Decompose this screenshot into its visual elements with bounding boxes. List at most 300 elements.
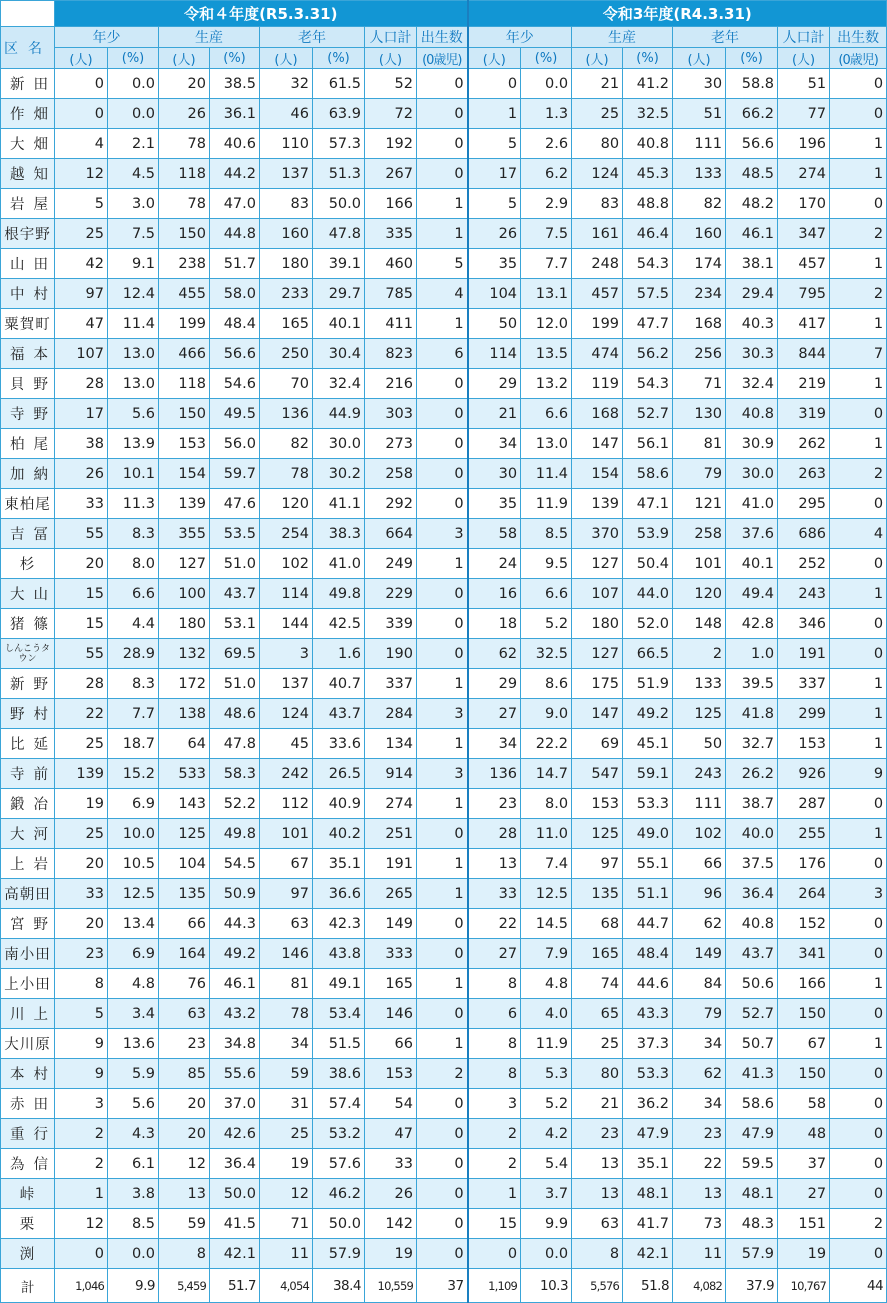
r4-elderly-count: 23 (673, 1119, 726, 1149)
r5-young-pct: 13.0 (108, 339, 159, 369)
r5-total-pop: 47 (365, 1119, 417, 1149)
r4-young-pct: 22.2 (521, 729, 572, 759)
r5-total-pop: 33 (365, 1149, 417, 1179)
r4-births: 0 (830, 609, 887, 639)
unit-births: (0歳児) (417, 48, 468, 69)
r5-young-pct: 13.0 (108, 369, 159, 399)
r4-elderly-pct: 1.0 (726, 639, 778, 669)
r5-births: 1 (417, 849, 468, 879)
r5-working-count: 85 (159, 1059, 210, 1089)
r4-total-pop: 346 (778, 609, 830, 639)
r5-elderly-count: 144 (260, 609, 313, 639)
r4-elderly-count: 148 (673, 609, 726, 639)
r5-working-pct: 43.2 (210, 999, 260, 1029)
r4-births: 0 (830, 909, 887, 939)
district-name: 大川原 (1, 1029, 55, 1059)
r4-young-pct: 11.9 (521, 489, 572, 519)
r4-working-pct: 53.3 (623, 789, 673, 819)
r5-young-pct: 3.8 (108, 1179, 159, 1209)
table-row (1, 759, 887, 789)
r5-elderly-pct: 42.3 (313, 909, 365, 939)
r4-working-pct: 45.1 (623, 729, 673, 759)
r5-young-pct: 4.8 (108, 969, 159, 999)
r5-young-count: 38 (55, 429, 108, 459)
r5-births: 0 (417, 1239, 468, 1269)
r4-elderly-pct: 59.5 (726, 1149, 778, 1179)
table-row (1, 459, 887, 489)
r4-elderly-count: 133 (673, 669, 726, 699)
r5-young-count: 4 (55, 129, 108, 159)
r5-young-pct: 4.3 (108, 1119, 159, 1149)
r4-working-count: 180 (572, 609, 623, 639)
r4-young-pct: 11.0 (521, 819, 572, 849)
r4-young-pct: 9.0 (521, 699, 572, 729)
r4-elderly-count: 168 (673, 309, 726, 339)
r4-elderly-pct: 32.4 (726, 369, 778, 399)
r5-elderly-pct: 29.7 (313, 279, 365, 309)
district-name: しんこうタウン (1, 639, 55, 669)
r5-working-count: 172 (159, 669, 210, 699)
r5-working-pct: 48.6 (210, 699, 260, 729)
r4-working-count: 80 (572, 129, 623, 159)
r4-elderly-count: 34 (673, 1029, 726, 1059)
district-name: 上岩 (1, 849, 55, 879)
r4-elderly-pct: 36.4 (726, 879, 778, 909)
table-row (1, 789, 887, 819)
r4-working-pct: 47.9 (623, 1119, 673, 1149)
r5-elderly-count: 82 (260, 429, 313, 459)
r4-working-count: 8 (572, 1239, 623, 1269)
r4-elderly-pct: 48.2 (726, 189, 778, 219)
r4-total-pop: 58 (778, 1089, 830, 1119)
r5-working-count: 138 (159, 699, 210, 729)
r4-total-pop: 263 (778, 459, 830, 489)
r4-total-pop: 252 (778, 549, 830, 579)
r5-elderly-count: 32 (260, 69, 313, 99)
r5-elderly-count: 59 (260, 1059, 313, 1089)
r5-working-pct: 44.3 (210, 909, 260, 939)
r5-elderly-count: 45 (260, 729, 313, 759)
r4-young-pct: 10.3 (521, 1269, 572, 1303)
r5-total-pop: 265 (365, 879, 417, 909)
r4-young-count: 1,109 (468, 1269, 521, 1303)
r5-working-count: 59 (159, 1209, 210, 1239)
r5-elderly-pct: 41.1 (313, 489, 365, 519)
district-name: 杉 (1, 549, 55, 579)
r4-working-count: 474 (572, 339, 623, 369)
r5-young-count: 0 (55, 69, 108, 99)
r4-young-pct: 8.0 (521, 789, 572, 819)
table-row (1, 699, 887, 729)
r5-elderly-pct: 51.5 (313, 1029, 365, 1059)
r4-young-pct: 8.5 (521, 519, 572, 549)
r5-elderly-pct: 47.8 (313, 219, 365, 249)
r5-births: 0 (417, 1149, 468, 1179)
r4-working-count: 107 (572, 579, 623, 609)
r4-young-count: 0 (468, 69, 521, 99)
table-body (1, 69, 887, 1303)
young-header-r4: 年少 (468, 27, 572, 48)
r4-working-count: 175 (572, 669, 623, 699)
r4-elderly-count: 51 (673, 99, 726, 129)
table-row (1, 1209, 887, 1239)
unit-pct: (%) (210, 48, 260, 69)
r5-working-pct: 49.8 (210, 819, 260, 849)
r4-working-pct: 54.3 (623, 369, 673, 399)
r5-elderly-pct: 40.1 (313, 309, 365, 339)
r4-elderly-count: 125 (673, 699, 726, 729)
r5-working-count: 104 (159, 849, 210, 879)
r4-elderly-pct: 40.8 (726, 909, 778, 939)
r4-working-pct: 56.2 (623, 339, 673, 369)
r5-working-count: 118 (159, 369, 210, 399)
r4-working-count: 135 (572, 879, 623, 909)
r4-working-count: 139 (572, 489, 623, 519)
total-pop-header-r4: 人口計 (778, 27, 830, 48)
r5-elderly-count: 137 (260, 159, 313, 189)
r5-working-count: 76 (159, 969, 210, 999)
r5-young-pct: 10.1 (108, 459, 159, 489)
r4-working-count: 97 (572, 849, 623, 879)
r5-total-pop: 149 (365, 909, 417, 939)
r5-working-pct: 44.8 (210, 219, 260, 249)
r5-working-pct: 56.6 (210, 339, 260, 369)
r5-total-pop: 914 (365, 759, 417, 789)
r5-working-pct: 38.5 (210, 69, 260, 99)
r4-working-pct: 49.2 (623, 699, 673, 729)
r4-births: 0 (830, 489, 887, 519)
r5-total-pop: 229 (365, 579, 417, 609)
district-name: 計 (1, 1269, 55, 1303)
r5-working-pct: 54.5 (210, 849, 260, 879)
r5-elderly-pct: 51.3 (313, 159, 365, 189)
unit-pct: (%) (521, 48, 572, 69)
r4-elderly-pct: 48.5 (726, 159, 778, 189)
r4-total-pop: 37 (778, 1149, 830, 1179)
table-row (1, 1029, 887, 1059)
unit-births: (0歳児) (830, 48, 887, 69)
r5-elderly-pct: 36.6 (313, 879, 365, 909)
r4-births: 2 (830, 1209, 887, 1239)
r5-working-count: 135 (159, 879, 210, 909)
district-name: 根宇野 (1, 219, 55, 249)
r5-working-count: 466 (159, 339, 210, 369)
r4-elderly-pct: 40.1 (726, 549, 778, 579)
r5-young-pct: 28.9 (108, 639, 159, 669)
r5-births: 0 (417, 129, 468, 159)
r5-working-pct: 69.5 (210, 639, 260, 669)
r4-working-pct: 44.7 (623, 909, 673, 939)
r4-young-count: 33 (468, 879, 521, 909)
r4-elderly-count: 13 (673, 1179, 726, 1209)
r5-young-count: 12 (55, 159, 108, 189)
r4-working-pct: 43.3 (623, 999, 673, 1029)
r5-young-count: 20 (55, 909, 108, 939)
r4-total-pop: 341 (778, 939, 830, 969)
table-row (1, 1239, 887, 1269)
r4-elderly-count: 121 (673, 489, 726, 519)
r4-elderly-count: 30 (673, 69, 726, 99)
r5-working-pct: 59.7 (210, 459, 260, 489)
r4-elderly-count: 4,082 (673, 1269, 726, 1303)
r4-total-pop: 166 (778, 969, 830, 999)
r4-young-count: 27 (468, 939, 521, 969)
district-name: 寺前 (1, 759, 55, 789)
r4-elderly-count: 243 (673, 759, 726, 789)
r5-young-pct: 13.6 (108, 1029, 159, 1059)
r4-young-count: 8 (468, 1029, 521, 1059)
r4-elderly-count: 234 (673, 279, 726, 309)
r4-elderly-pct: 41.3 (726, 1059, 778, 1089)
r5-young-pct: 4.4 (108, 609, 159, 639)
r5-elderly-pct: 26.5 (313, 759, 365, 789)
r5-young-count: 107 (55, 339, 108, 369)
r5-total-pop: 10,559 (365, 1269, 417, 1303)
r5-young-pct: 8.3 (108, 519, 159, 549)
r4-young-count: 27 (468, 699, 521, 729)
r4-total-pop: 151 (778, 1209, 830, 1239)
r4-young-count: 1 (468, 1179, 521, 1209)
r5-births: 0 (417, 609, 468, 639)
r5-elderly-count: 97 (260, 879, 313, 909)
r5-young-pct: 2.1 (108, 129, 159, 159)
r5-working-count: 118 (159, 159, 210, 189)
r4-working-count: 147 (572, 429, 623, 459)
r4-young-pct: 7.7 (521, 249, 572, 279)
r5-elderly-pct: 38.3 (313, 519, 365, 549)
r5-working-pct: 51.0 (210, 669, 260, 699)
r4-working-count: 65 (572, 999, 623, 1029)
r4-young-pct: 14.5 (521, 909, 572, 939)
r5-working-pct: 51.7 (210, 1269, 260, 1303)
table-row (1, 609, 887, 639)
r4-working-pct: 47.1 (623, 489, 673, 519)
r5-young-count: 55 (55, 639, 108, 669)
r5-young-count: 8 (55, 969, 108, 999)
district-name: 柏尾 (1, 429, 55, 459)
r5-elderly-pct: 40.2 (313, 819, 365, 849)
r5-working-count: 143 (159, 789, 210, 819)
r5-elderly-pct: 61.5 (313, 69, 365, 99)
r4-total-pop: 19 (778, 1239, 830, 1269)
r4-total-pop: 347 (778, 219, 830, 249)
r5-elderly-count: 31 (260, 1089, 313, 1119)
r4-births: 0 (830, 999, 887, 1029)
r5-elderly-pct: 38.6 (313, 1059, 365, 1089)
district-name: 新田 (1, 69, 55, 99)
r5-total-pop: 337 (365, 669, 417, 699)
r5-working-count: 78 (159, 189, 210, 219)
r4-total-pop: 295 (778, 489, 830, 519)
r5-working-pct: 47.6 (210, 489, 260, 519)
r4-young-pct: 5.2 (521, 1089, 572, 1119)
r5-total-pop: 249 (365, 549, 417, 579)
r5-young-count: 23 (55, 939, 108, 969)
r5-elderly-count: 114 (260, 579, 313, 609)
r5-working-pct: 51.7 (210, 249, 260, 279)
young-header-r5: 年少 (55, 27, 159, 48)
r4-elderly-pct: 38.1 (726, 249, 778, 279)
r5-births: 37 (417, 1269, 468, 1303)
period-header-r5: 令和４年度(R5.3.31) (55, 1, 468, 27)
table-row (1, 639, 887, 669)
r5-young-pct: 18.7 (108, 729, 159, 759)
r5-elderly-pct: 63.9 (313, 99, 365, 129)
r4-young-pct: 4.8 (521, 969, 572, 999)
r5-young-pct: 5.6 (108, 1089, 159, 1119)
table-row (1, 249, 887, 279)
r4-births: 0 (830, 1179, 887, 1209)
r4-total-pop: 287 (778, 789, 830, 819)
r5-births: 0 (417, 99, 468, 129)
r5-elderly-pct: 42.5 (313, 609, 365, 639)
r4-working-pct: 40.8 (623, 129, 673, 159)
r5-young-count: 1 (55, 1179, 108, 1209)
r5-elderly-pct: 53.2 (313, 1119, 365, 1149)
district-name: 貝野 (1, 369, 55, 399)
r4-young-pct: 5.2 (521, 609, 572, 639)
r4-young-pct: 9.5 (521, 549, 572, 579)
r5-total-pop: 216 (365, 369, 417, 399)
r5-young-pct: 0.0 (108, 1239, 159, 1269)
r4-working-pct: 54.3 (623, 249, 673, 279)
r5-working-pct: 46.1 (210, 969, 260, 999)
r4-young-pct: 7.9 (521, 939, 572, 969)
r5-elderly-count: 110 (260, 129, 313, 159)
r4-births: 0 (830, 1059, 887, 1089)
r4-elderly-count: 62 (673, 1059, 726, 1089)
r5-births: 0 (417, 819, 468, 849)
r4-total-pop: 844 (778, 339, 830, 369)
r5-elderly-pct: 44.9 (313, 399, 365, 429)
r5-elderly-count: 71 (260, 1209, 313, 1239)
r5-elderly-pct: 57.9 (313, 1239, 365, 1269)
r4-total-pop: 255 (778, 819, 830, 849)
r4-elderly-pct: 50.7 (726, 1029, 778, 1059)
r4-elderly-count: 133 (673, 159, 726, 189)
r5-working-count: 20 (159, 69, 210, 99)
r5-young-count: 5 (55, 189, 108, 219)
r4-total-pop: 176 (778, 849, 830, 879)
r4-working-count: 199 (572, 309, 623, 339)
r5-working-pct: 52.2 (210, 789, 260, 819)
r4-elderly-pct: 37.5 (726, 849, 778, 879)
r5-births: 0 (417, 999, 468, 1029)
r4-elderly-count: 149 (673, 939, 726, 969)
r4-working-count: 80 (572, 1059, 623, 1089)
r4-elderly-pct: 66.2 (726, 99, 778, 129)
r4-working-pct: 66.5 (623, 639, 673, 669)
r4-working-count: 68 (572, 909, 623, 939)
r5-young-count: 2 (55, 1149, 108, 1179)
r4-working-pct: 51.9 (623, 669, 673, 699)
r5-births: 1 (417, 219, 468, 249)
r5-births: 0 (417, 1179, 468, 1209)
r4-young-pct: 6.2 (521, 159, 572, 189)
r4-young-pct: 2.6 (521, 129, 572, 159)
r4-births: 1 (830, 249, 887, 279)
r5-births: 0 (417, 1209, 468, 1239)
r4-working-count: 370 (572, 519, 623, 549)
r4-elderly-count: 79 (673, 999, 726, 1029)
r5-young-count: 33 (55, 879, 108, 909)
r4-young-pct: 2.9 (521, 189, 572, 219)
table-row (1, 429, 887, 459)
r4-elderly-count: 130 (673, 399, 726, 429)
district-name: 鍛冶 (1, 789, 55, 819)
r4-total-pop: 219 (778, 369, 830, 399)
r5-elderly-pct: 57.3 (313, 129, 365, 159)
r5-working-pct: 50.9 (210, 879, 260, 909)
r4-elderly-count: 111 (673, 129, 726, 159)
r4-births: 1 (830, 969, 887, 999)
r4-total-pop: 795 (778, 279, 830, 309)
r4-young-count: 2 (468, 1119, 521, 1149)
r5-elderly-count: 180 (260, 249, 313, 279)
r4-elderly-pct: 47.9 (726, 1119, 778, 1149)
r4-young-count: 50 (468, 309, 521, 339)
r4-working-pct: 42.1 (623, 1239, 673, 1269)
r4-working-pct: 52.0 (623, 609, 673, 639)
r4-young-pct: 5.3 (521, 1059, 572, 1089)
r5-working-count: 12 (159, 1149, 210, 1179)
r4-young-count: 5 (468, 129, 521, 159)
r5-elderly-count: 46 (260, 99, 313, 129)
r4-young-count: 104 (468, 279, 521, 309)
r4-working-pct: 53.9 (623, 519, 673, 549)
r4-working-count: 124 (572, 159, 623, 189)
district-name: 福本 (1, 339, 55, 369)
r4-young-pct: 12.0 (521, 309, 572, 339)
r4-working-count: 161 (572, 219, 623, 249)
r4-young-count: 22 (468, 909, 521, 939)
r4-working-count: 248 (572, 249, 623, 279)
r4-working-count: 13 (572, 1179, 623, 1209)
table-row (1, 159, 887, 189)
r5-total-pop: 191 (365, 849, 417, 879)
r4-births: 1 (830, 369, 887, 399)
district-name: 粟賀町 (1, 309, 55, 339)
r4-working-pct: 51.1 (623, 879, 673, 909)
r5-elderly-pct: 32.4 (313, 369, 365, 399)
r4-young-pct: 6.6 (521, 579, 572, 609)
r5-total-pop: 267 (365, 159, 417, 189)
r5-elderly-count: 233 (260, 279, 313, 309)
r4-young-pct: 12.5 (521, 879, 572, 909)
r4-young-pct: 1.3 (521, 99, 572, 129)
district-name: 峠 (1, 1179, 55, 1209)
r4-working-pct: 36.2 (623, 1089, 673, 1119)
r5-young-count: 12 (55, 1209, 108, 1239)
r5-elderly-count: 67 (260, 849, 313, 879)
r4-young-count: 23 (468, 789, 521, 819)
r5-births: 0 (417, 579, 468, 609)
r4-working-pct: 44.0 (623, 579, 673, 609)
r5-births: 1 (417, 1029, 468, 1059)
elderly-header-r4: 老年 (673, 27, 778, 48)
r5-total-pop: 292 (365, 489, 417, 519)
r5-working-count: 20 (159, 1119, 210, 1149)
r5-elderly-count: 165 (260, 309, 313, 339)
r4-elderly-count: 102 (673, 819, 726, 849)
r5-elderly-pct: 43.7 (313, 699, 365, 729)
r4-births: 0 (830, 1239, 887, 1269)
r5-elderly-count: 11 (260, 1239, 313, 1269)
r5-total-pop: 303 (365, 399, 417, 429)
r5-elderly-pct: 50.0 (313, 1209, 365, 1239)
r4-total-pop: 152 (778, 909, 830, 939)
r4-working-count: 21 (572, 69, 623, 99)
